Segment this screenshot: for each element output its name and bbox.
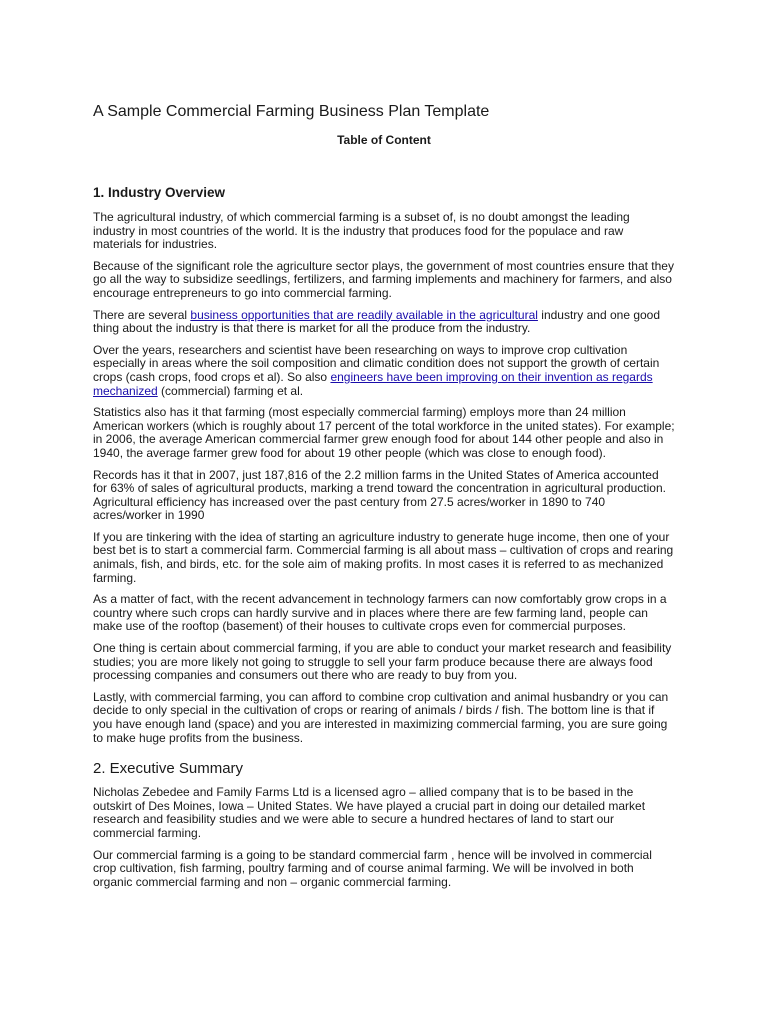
- paragraph-text: Over the years, researchers and scientist have been researching on ways to improve crop cultivation especially in areas where the soil composition and climatic condition does not support the growth of certain crops (cash crops, food crops et al). So also: [93, 342, 660, 384]
- paragraph: Nicholas Zebedee and Family Farms Ltd is a licensed agro – allied company that is to be based in the outskirt of Des Moines, Iowa – United States. We have played a crucial part in doing our detailed market research and feasibility studies and we were able to secure a hundred hectares of land to start our commercial farming.: [93, 785, 646, 840]
- paragraph: [93, 344, 675, 398]
- paragraph: Records has it that in 2007, just 187,816 of the 2.2 million farms in the United States of America accounted for 63% of sales of agricultural products, marking a trend toward the concentration in agricultural production. Agricultural efficiency has increased over the past century from 27.5 acres/worker in 1890 to 740 acres/worker in 1990: [93, 467, 666, 523]
- paragraph: The agricultural industry, of which commercial farming is a subset of, is no doubt amongst the leading industry in most countries of the world. It is the industry that produces food for the populace and raw materials for industries.: [93, 210, 630, 252]
- table-of-content-label: Table of Content: [337, 133, 431, 147]
- paragraph: Our commercial farming is a going to be standard commercial farm , hence will be involved in commercial crop cultivation, fish farming, poultry farming and of course animal farming. We will be involved in both organic commercial farming and non – organic commercial farming.: [93, 847, 652, 889]
- paragraph-text: (commercial) farming et al.: [157, 383, 304, 398]
- link-engineers-mechanized[interactable]: engineers have been improving on their invention as regards mechanized: [93, 369, 653, 398]
- paragraph-text: There are several: [93, 307, 191, 322]
- section-executive-summary: [93, 759, 675, 889]
- section-heading-industry-overview: 1. Industry Overview: [93, 185, 226, 200]
- paragraph: Because of the significant role the agriculture sector plays, the government of most countries ensure that they go all the way to subsidize seedlings, fertilizers, and farming implements and machinery for farmers, and also encourage entrepreneurs to go into commercial farming.: [93, 258, 674, 300]
- link-business-opportunities[interactable]: business opportunities that are readily available in the agricultural: [190, 307, 538, 322]
- section-heading-executive-summary: 2. Executive Summary: [93, 760, 244, 778]
- paragraph: One thing is certain about commercial farming, if you are able to conduct your market research and feasibility studies; you are more likely not going to struggle to sell your farm produce because there are always food processing companies and consumers out there who are ready to buy from you.: [93, 641, 672, 683]
- section-industry-overview: [93, 184, 675, 745]
- document-page: [93, 100, 675, 897]
- paragraph: If you are tinkering with the idea of starting an agriculture industry to generate huge income, then one of your best bet is to start a commercial farm. Commercial farming is all about mass – cultivation of crops and rearing animals, fish, and birds, etc. for the sole aim of making profits. In most cases it is referred to as mechanized farming.: [93, 529, 674, 585]
- document-title: A Sample Commercial Farming Business Plan Template: [93, 103, 490, 120]
- paragraph: As a matter of fact, with the recent advancement in technology farmers can now comfortably grow crops in a country where such crops can hardly survive and in places where there are few farming land, people can make use of the rooftop (basement) of their houses to cultivate crops even for commercial purposes.: [93, 592, 667, 634]
- paragraph: [93, 309, 675, 336]
- paragraph-text: industry and one good thing about the industry is that there is market for all the produce from the industry.: [93, 307, 661, 336]
- paragraph: Statistics also has it that farming (most especially commercial farming) employs more than 24 million American workers (which is roughly about 17 percent of the total workforce in the united states). For example; in 2006, the average American commercial farmer grew enough food for about 144 other people and also in 1940, the average farmer grew food for about 19 other people (which was close to enough food).: [93, 405, 675, 460]
- paragraph: Lastly, with commercial farming, you can afford to combine crop cultivation and animal husbandry or you can decide to only special in the cultivation of crops or rearing of animals / birds / fish. The bottom line is that if you have enough land (space) and you are interested in maximizing commercial farming, you are sure going to make huge profits from the business.: [93, 689, 669, 745]
